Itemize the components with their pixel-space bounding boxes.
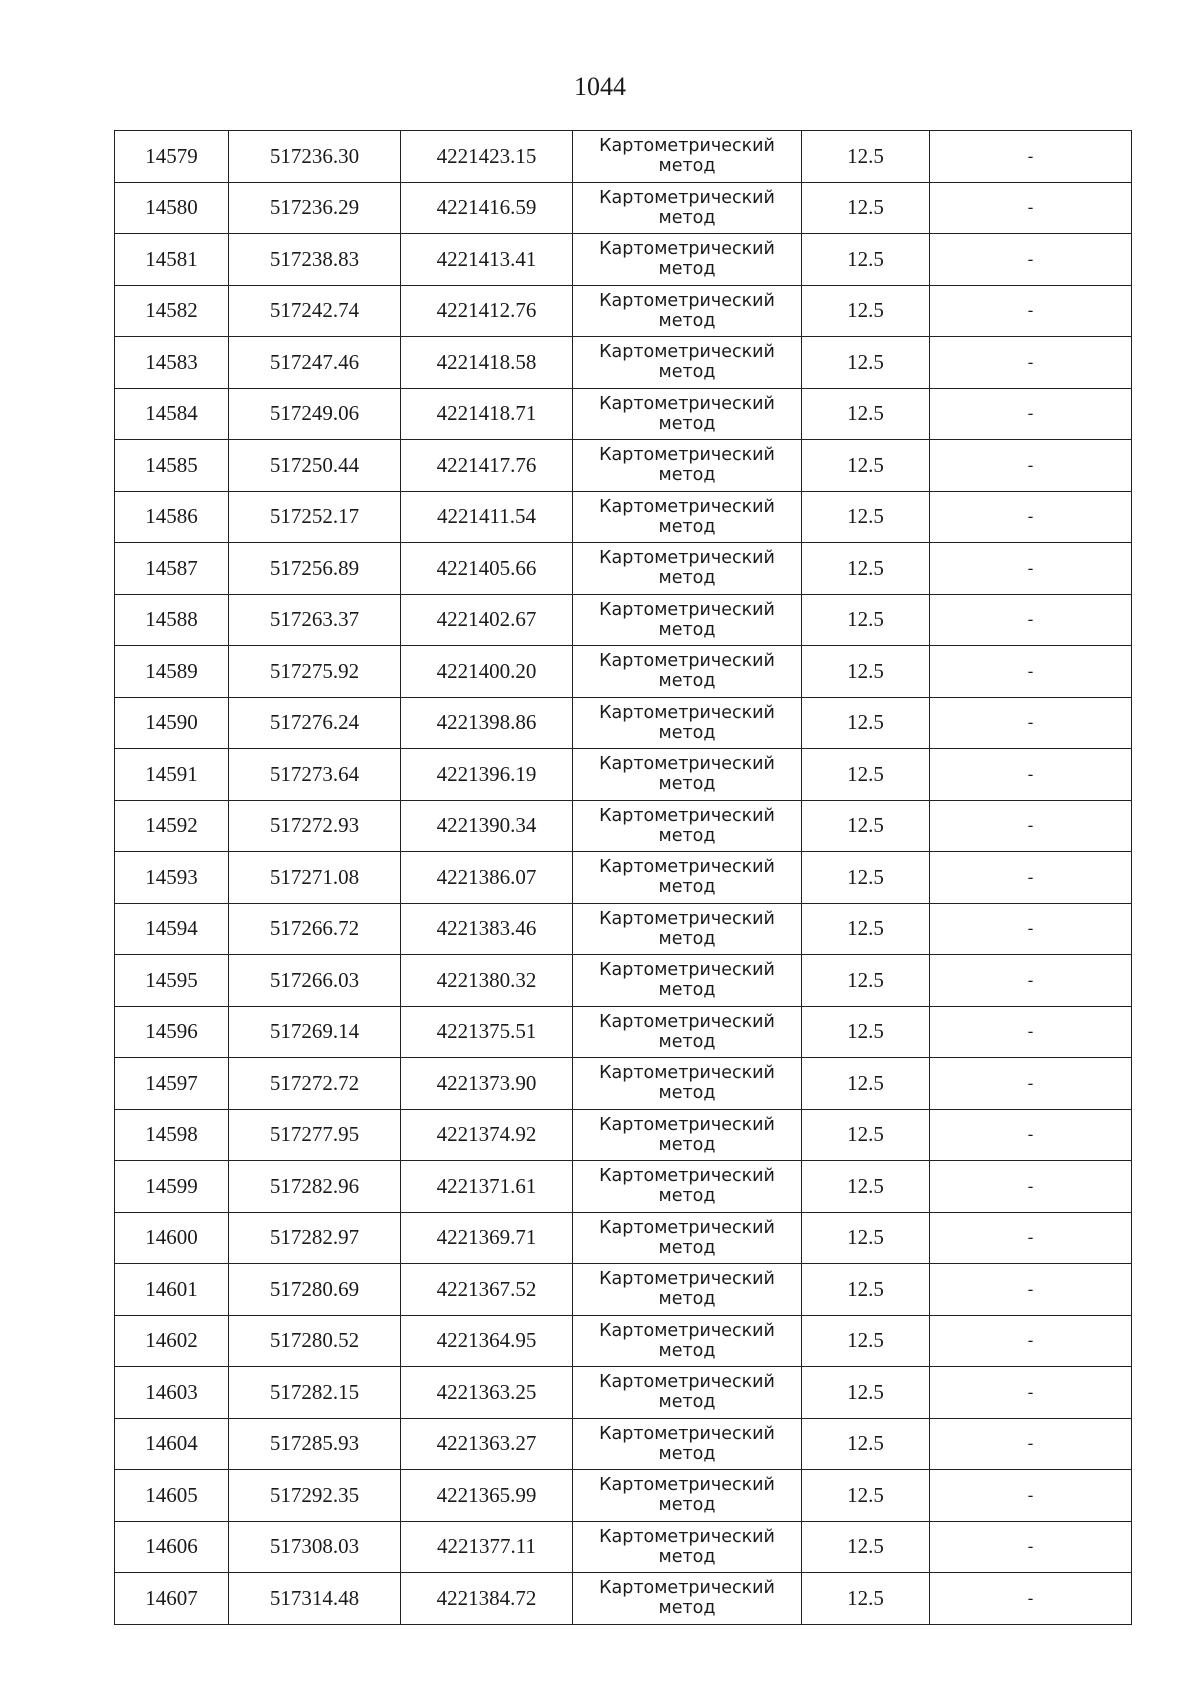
- method-line-2: метод: [658, 1546, 716, 1567]
- y-coordinate-cell: 4221396.19: [401, 749, 573, 801]
- table-row: [115, 234, 1132, 286]
- note-cell: -: [930, 697, 1132, 749]
- method-line-2: метод: [658, 310, 716, 331]
- point-number-cell: 14607: [115, 1573, 229, 1625]
- x-coordinate-cell: 517280.69: [229, 1264, 401, 1316]
- method-line-1: Картометрический: [599, 960, 775, 981]
- point-number-cell: 14580: [115, 182, 229, 234]
- point-number-cell: 14592: [115, 800, 229, 852]
- x-coordinate-cell: 517249.06: [229, 388, 401, 440]
- note-cell: -: [930, 182, 1132, 234]
- precision-cell: 12.5: [802, 1006, 930, 1058]
- note-cell: -: [930, 903, 1132, 955]
- note-cell: -: [930, 1264, 1132, 1316]
- method-line-2: метод: [658, 1083, 716, 1104]
- method-cell: [573, 1058, 802, 1110]
- y-coordinate-cell: 4221398.86: [401, 697, 573, 749]
- y-coordinate-cell: 4221413.41: [401, 234, 573, 286]
- point-number-cell: 14600: [115, 1212, 229, 1264]
- precision-cell: 12.5: [802, 1109, 930, 1161]
- y-coordinate-cell: 4221417.76: [401, 440, 573, 492]
- note-cell: -: [930, 1573, 1132, 1625]
- point-number-cell: 14596: [115, 1006, 229, 1058]
- point-number-cell: 14581: [115, 234, 229, 286]
- x-coordinate-cell: 517247.46: [229, 337, 401, 389]
- method-cell: [573, 1367, 802, 1419]
- method-line-2: метод: [658, 1340, 716, 1361]
- note-cell: -: [930, 646, 1132, 698]
- point-number-cell: 14582: [115, 285, 229, 337]
- method-line-1: Картометрический: [599, 1011, 775, 1032]
- table-row: [115, 1058, 1132, 1110]
- method-line-2: метод: [658, 1237, 716, 1258]
- method-line-1: Картометрический: [599, 1114, 775, 1135]
- method-line-2: метод: [658, 619, 716, 640]
- y-coordinate-cell: 4221400.20: [401, 646, 573, 698]
- method-cell: [573, 285, 802, 337]
- precision-cell: 12.5: [802, 1161, 930, 1213]
- precision-cell: 12.5: [802, 1315, 930, 1367]
- y-coordinate-cell: 4221375.51: [401, 1006, 573, 1058]
- table-row: [115, 852, 1132, 904]
- note-cell: -: [930, 337, 1132, 389]
- method-line-1: Картометрический: [599, 1320, 775, 1341]
- y-coordinate-cell: 4221423.15: [401, 131, 573, 183]
- method-cell: [573, 903, 802, 955]
- method-cell: [573, 646, 802, 698]
- note-cell: -: [930, 285, 1132, 337]
- note-cell: -: [930, 131, 1132, 183]
- point-number-cell: 14586: [115, 491, 229, 543]
- method-line-1: Картометрический: [599, 651, 775, 672]
- table-row: [115, 1212, 1132, 1264]
- method-cell: [573, 337, 802, 389]
- method-line-1: Картометрический: [599, 393, 775, 414]
- y-coordinate-cell: 4221363.27: [401, 1418, 573, 1470]
- method-line-1: Картометрический: [599, 1269, 775, 1290]
- method-line-1: Картометрический: [599, 239, 775, 260]
- note-cell: -: [930, 594, 1132, 646]
- method-line-1: Картометрический: [599, 1063, 775, 1084]
- x-coordinate-cell: 517266.72: [229, 903, 401, 955]
- y-coordinate-cell: 4221369.71: [401, 1212, 573, 1264]
- note-cell: -: [930, 1521, 1132, 1573]
- precision-cell: 12.5: [802, 852, 930, 904]
- x-coordinate-cell: 517256.89: [229, 543, 401, 595]
- y-coordinate-cell: 4221383.46: [401, 903, 573, 955]
- table-row: [115, 182, 1132, 234]
- x-coordinate-cell: 517276.24: [229, 697, 401, 749]
- precision-cell: 12.5: [802, 749, 930, 801]
- method-line-2: метод: [658, 362, 716, 383]
- table-row: [115, 1470, 1132, 1522]
- x-coordinate-cell: 517269.14: [229, 1006, 401, 1058]
- precision-cell: 12.5: [802, 491, 930, 543]
- method-line-2: метод: [658, 259, 716, 280]
- table-row: [115, 903, 1132, 955]
- table-row: [115, 1264, 1132, 1316]
- point-number-cell: 14584: [115, 388, 229, 440]
- method-line-2: метод: [658, 825, 716, 846]
- x-coordinate-cell: 517252.17: [229, 491, 401, 543]
- point-number-cell: 14587: [115, 543, 229, 595]
- method-line-2: метод: [658, 1289, 716, 1310]
- method-line-1: Картометрический: [599, 187, 775, 208]
- method-line-1: Картометрический: [599, 1475, 775, 1496]
- method-line-1: Картометрический: [599, 342, 775, 363]
- x-coordinate-cell: 517271.08: [229, 852, 401, 904]
- method-line-2: метод: [658, 980, 716, 1001]
- note-cell: -: [930, 1315, 1132, 1367]
- table-row: [115, 955, 1132, 1007]
- y-coordinate-cell: 4221363.25: [401, 1367, 573, 1419]
- method-line-1: Картометрический: [599, 857, 775, 878]
- x-coordinate-cell: 517275.92: [229, 646, 401, 698]
- method-line-2: метод: [658, 156, 716, 177]
- y-coordinate-cell: 4221402.67: [401, 594, 573, 646]
- table-row: [115, 749, 1132, 801]
- note-cell: -: [930, 749, 1132, 801]
- y-coordinate-cell: 4221380.32: [401, 955, 573, 1007]
- point-number-cell: 14590: [115, 697, 229, 749]
- precision-cell: 12.5: [802, 1264, 930, 1316]
- method-line-1: Картометрический: [599, 1217, 775, 1238]
- point-number-cell: 14604: [115, 1418, 229, 1470]
- method-line-2: метод: [658, 1495, 716, 1516]
- method-line-2: метод: [658, 1598, 716, 1619]
- method-line-2: метод: [658, 774, 716, 795]
- point-number-cell: 14605: [115, 1470, 229, 1522]
- table-row: [115, 285, 1132, 337]
- x-coordinate-cell: 517282.96: [229, 1161, 401, 1213]
- table-row: [115, 1109, 1132, 1161]
- method-cell: [573, 1212, 802, 1264]
- method-line-1: Картометрический: [599, 290, 775, 311]
- precision-cell: 12.5: [802, 1521, 930, 1573]
- precision-cell: 12.5: [802, 1418, 930, 1470]
- method-cell: [573, 800, 802, 852]
- point-number-cell: 14598: [115, 1109, 229, 1161]
- y-coordinate-cell: 4221367.52: [401, 1264, 573, 1316]
- table-row: [115, 697, 1132, 749]
- x-coordinate-cell: 517280.52: [229, 1315, 401, 1367]
- y-coordinate-cell: 4221390.34: [401, 800, 573, 852]
- table-row: [115, 646, 1132, 698]
- coordinates-table: [114, 130, 1132, 1625]
- method-cell: [573, 594, 802, 646]
- table-row: [115, 337, 1132, 389]
- method-cell: [573, 234, 802, 286]
- point-number-cell: 14585: [115, 440, 229, 492]
- point-number-cell: 14593: [115, 852, 229, 904]
- method-line-1: Картометрический: [599, 702, 775, 723]
- method-cell: [573, 1109, 802, 1161]
- y-coordinate-cell: 4221384.72: [401, 1573, 573, 1625]
- precision-cell: 12.5: [802, 1367, 930, 1419]
- y-coordinate-cell: 4221412.76: [401, 285, 573, 337]
- x-coordinate-cell: 517272.93: [229, 800, 401, 852]
- precision-cell: 12.5: [802, 800, 930, 852]
- table-row: [115, 1367, 1132, 1419]
- point-number-cell: 14603: [115, 1367, 229, 1419]
- method-line-1: Картометрический: [599, 1166, 775, 1187]
- method-cell: [573, 1573, 802, 1625]
- table-row: [115, 1315, 1132, 1367]
- note-cell: -: [930, 1006, 1132, 1058]
- method-line-2: метод: [658, 1134, 716, 1155]
- method-cell: [573, 1315, 802, 1367]
- method-cell: [573, 1470, 802, 1522]
- y-coordinate-cell: 4221418.58: [401, 337, 573, 389]
- note-cell: -: [930, 1418, 1132, 1470]
- table-row: [115, 491, 1132, 543]
- x-coordinate-cell: 517272.72: [229, 1058, 401, 1110]
- note-cell: -: [930, 800, 1132, 852]
- method-line-1: Картометрический: [599, 1423, 775, 1444]
- precision-cell: 12.5: [802, 697, 930, 749]
- method-line-2: метод: [658, 671, 716, 692]
- page-number: 1044: [574, 72, 626, 101]
- precision-cell: 12.5: [802, 1058, 930, 1110]
- y-coordinate-cell: 4221365.99: [401, 1470, 573, 1522]
- precision-cell: 12.5: [802, 543, 930, 595]
- note-cell: -: [930, 955, 1132, 1007]
- method-line-1: Картометрический: [599, 136, 775, 157]
- method-line-2: метод: [658, 207, 716, 228]
- method-cell: [573, 388, 802, 440]
- method-line-2: метод: [658, 465, 716, 486]
- method-cell: [573, 1418, 802, 1470]
- x-coordinate-cell: 517314.48: [229, 1573, 401, 1625]
- method-line-2: метод: [658, 516, 716, 537]
- method-cell: [573, 131, 802, 183]
- method-line-1: Картометрический: [599, 548, 775, 569]
- table-row: [115, 440, 1132, 492]
- method-line-2: метод: [658, 1186, 716, 1207]
- note-cell: -: [930, 1109, 1132, 1161]
- y-coordinate-cell: 4221416.59: [401, 182, 573, 234]
- point-number-cell: 14595: [115, 955, 229, 1007]
- method-line-1: Картометрический: [599, 1578, 775, 1599]
- precision-cell: 12.5: [802, 955, 930, 1007]
- note-cell: -: [930, 1367, 1132, 1419]
- point-number-cell: 14599: [115, 1161, 229, 1213]
- x-coordinate-cell: 517250.44: [229, 440, 401, 492]
- y-coordinate-cell: 4221364.95: [401, 1315, 573, 1367]
- precision-cell: 12.5: [802, 337, 930, 389]
- table-row: [115, 131, 1132, 183]
- point-number-cell: 14579: [115, 131, 229, 183]
- point-number-cell: 14583: [115, 337, 229, 389]
- method-line-2: метод: [658, 928, 716, 949]
- x-coordinate-cell: 517308.03: [229, 1521, 401, 1573]
- x-coordinate-cell: 517282.15: [229, 1367, 401, 1419]
- method-line-2: метод: [658, 1031, 716, 1052]
- precision-cell: 12.5: [802, 1573, 930, 1625]
- point-number-cell: 14602: [115, 1315, 229, 1367]
- note-cell: -: [930, 1058, 1132, 1110]
- note-cell: -: [930, 440, 1132, 492]
- method-line-2: метод: [658, 1443, 716, 1464]
- table-row: [115, 388, 1132, 440]
- x-coordinate-cell: 517236.29: [229, 182, 401, 234]
- method-line-1: Картометрический: [599, 754, 775, 775]
- method-line-1: Картометрический: [599, 599, 775, 620]
- y-coordinate-cell: 4221371.61: [401, 1161, 573, 1213]
- precision-cell: 12.5: [802, 285, 930, 337]
- table-row: [115, 800, 1132, 852]
- coordinates-table-body: [115, 131, 1132, 1625]
- precision-cell: 12.5: [802, 388, 930, 440]
- point-number-cell: 14594: [115, 903, 229, 955]
- point-number-cell: 14589: [115, 646, 229, 698]
- precision-cell: 12.5: [802, 903, 930, 955]
- point-number-cell: 14591: [115, 749, 229, 801]
- method-line-1: Картометрический: [599, 1526, 775, 1547]
- method-line-1: Картометрический: [599, 805, 775, 826]
- method-cell: [573, 491, 802, 543]
- point-number-cell: 14606: [115, 1521, 229, 1573]
- method-cell: [573, 1264, 802, 1316]
- table-row: [115, 594, 1132, 646]
- precision-cell: 12.5: [802, 1470, 930, 1522]
- note-cell: -: [930, 1161, 1132, 1213]
- method-cell: [573, 1161, 802, 1213]
- table-row: [115, 1521, 1132, 1573]
- method-line-1: Картометрический: [599, 1372, 775, 1393]
- x-coordinate-cell: 517277.95: [229, 1109, 401, 1161]
- y-coordinate-cell: 4221418.71: [401, 388, 573, 440]
- method-cell: [573, 749, 802, 801]
- table-row: [115, 1573, 1132, 1625]
- precision-cell: 12.5: [802, 440, 930, 492]
- x-coordinate-cell: 517292.35: [229, 1470, 401, 1522]
- precision-cell: 12.5: [802, 594, 930, 646]
- precision-cell: 12.5: [802, 1212, 930, 1264]
- precision-cell: 12.5: [802, 131, 930, 183]
- method-cell: [573, 697, 802, 749]
- precision-cell: 12.5: [802, 182, 930, 234]
- x-coordinate-cell: 517263.37: [229, 594, 401, 646]
- method-line-1: Картометрический: [599, 445, 775, 466]
- method-line-2: метод: [658, 1392, 716, 1413]
- table-row: [115, 1006, 1132, 1058]
- y-coordinate-cell: 4221373.90: [401, 1058, 573, 1110]
- method-line-1: Картометрический: [599, 496, 775, 517]
- method-line-2: метод: [658, 877, 716, 898]
- method-cell: [573, 852, 802, 904]
- method-cell: [573, 440, 802, 492]
- note-cell: -: [930, 543, 1132, 595]
- method-line-1: Картометрический: [599, 908, 775, 929]
- x-coordinate-cell: 517236.30: [229, 131, 401, 183]
- method-cell: [573, 955, 802, 1007]
- y-coordinate-cell: 4221411.54: [401, 491, 573, 543]
- table-row: [115, 1161, 1132, 1213]
- method-cell: [573, 1006, 802, 1058]
- x-coordinate-cell: 517266.03: [229, 955, 401, 1007]
- y-coordinate-cell: 4221377.11: [401, 1521, 573, 1573]
- method-cell: [573, 182, 802, 234]
- note-cell: -: [930, 491, 1132, 543]
- point-number-cell: 14588: [115, 594, 229, 646]
- method-line-2: метод: [658, 413, 716, 434]
- y-coordinate-cell: 4221386.07: [401, 852, 573, 904]
- x-coordinate-cell: 517282.97: [229, 1212, 401, 1264]
- table-row: [115, 1418, 1132, 1470]
- note-cell: -: [930, 1212, 1132, 1264]
- table-row: [115, 543, 1132, 595]
- x-coordinate-cell: 517273.64: [229, 749, 401, 801]
- method-line-2: метод: [658, 722, 716, 743]
- precision-cell: 12.5: [802, 646, 930, 698]
- note-cell: -: [930, 1470, 1132, 1522]
- precision-cell: 12.5: [802, 234, 930, 286]
- method-cell: [573, 543, 802, 595]
- y-coordinate-cell: 4221405.66: [401, 543, 573, 595]
- method-cell: [573, 1521, 802, 1573]
- y-coordinate-cell: 4221374.92: [401, 1109, 573, 1161]
- method-line-2: метод: [658, 568, 716, 589]
- note-cell: -: [930, 234, 1132, 286]
- x-coordinate-cell: 517238.83: [229, 234, 401, 286]
- x-coordinate-cell: 517285.93: [229, 1418, 401, 1470]
- point-number-cell: 14601: [115, 1264, 229, 1316]
- x-coordinate-cell: 517242.74: [229, 285, 401, 337]
- note-cell: -: [930, 388, 1132, 440]
- note-cell: -: [930, 852, 1132, 904]
- point-number-cell: 14597: [115, 1058, 229, 1110]
